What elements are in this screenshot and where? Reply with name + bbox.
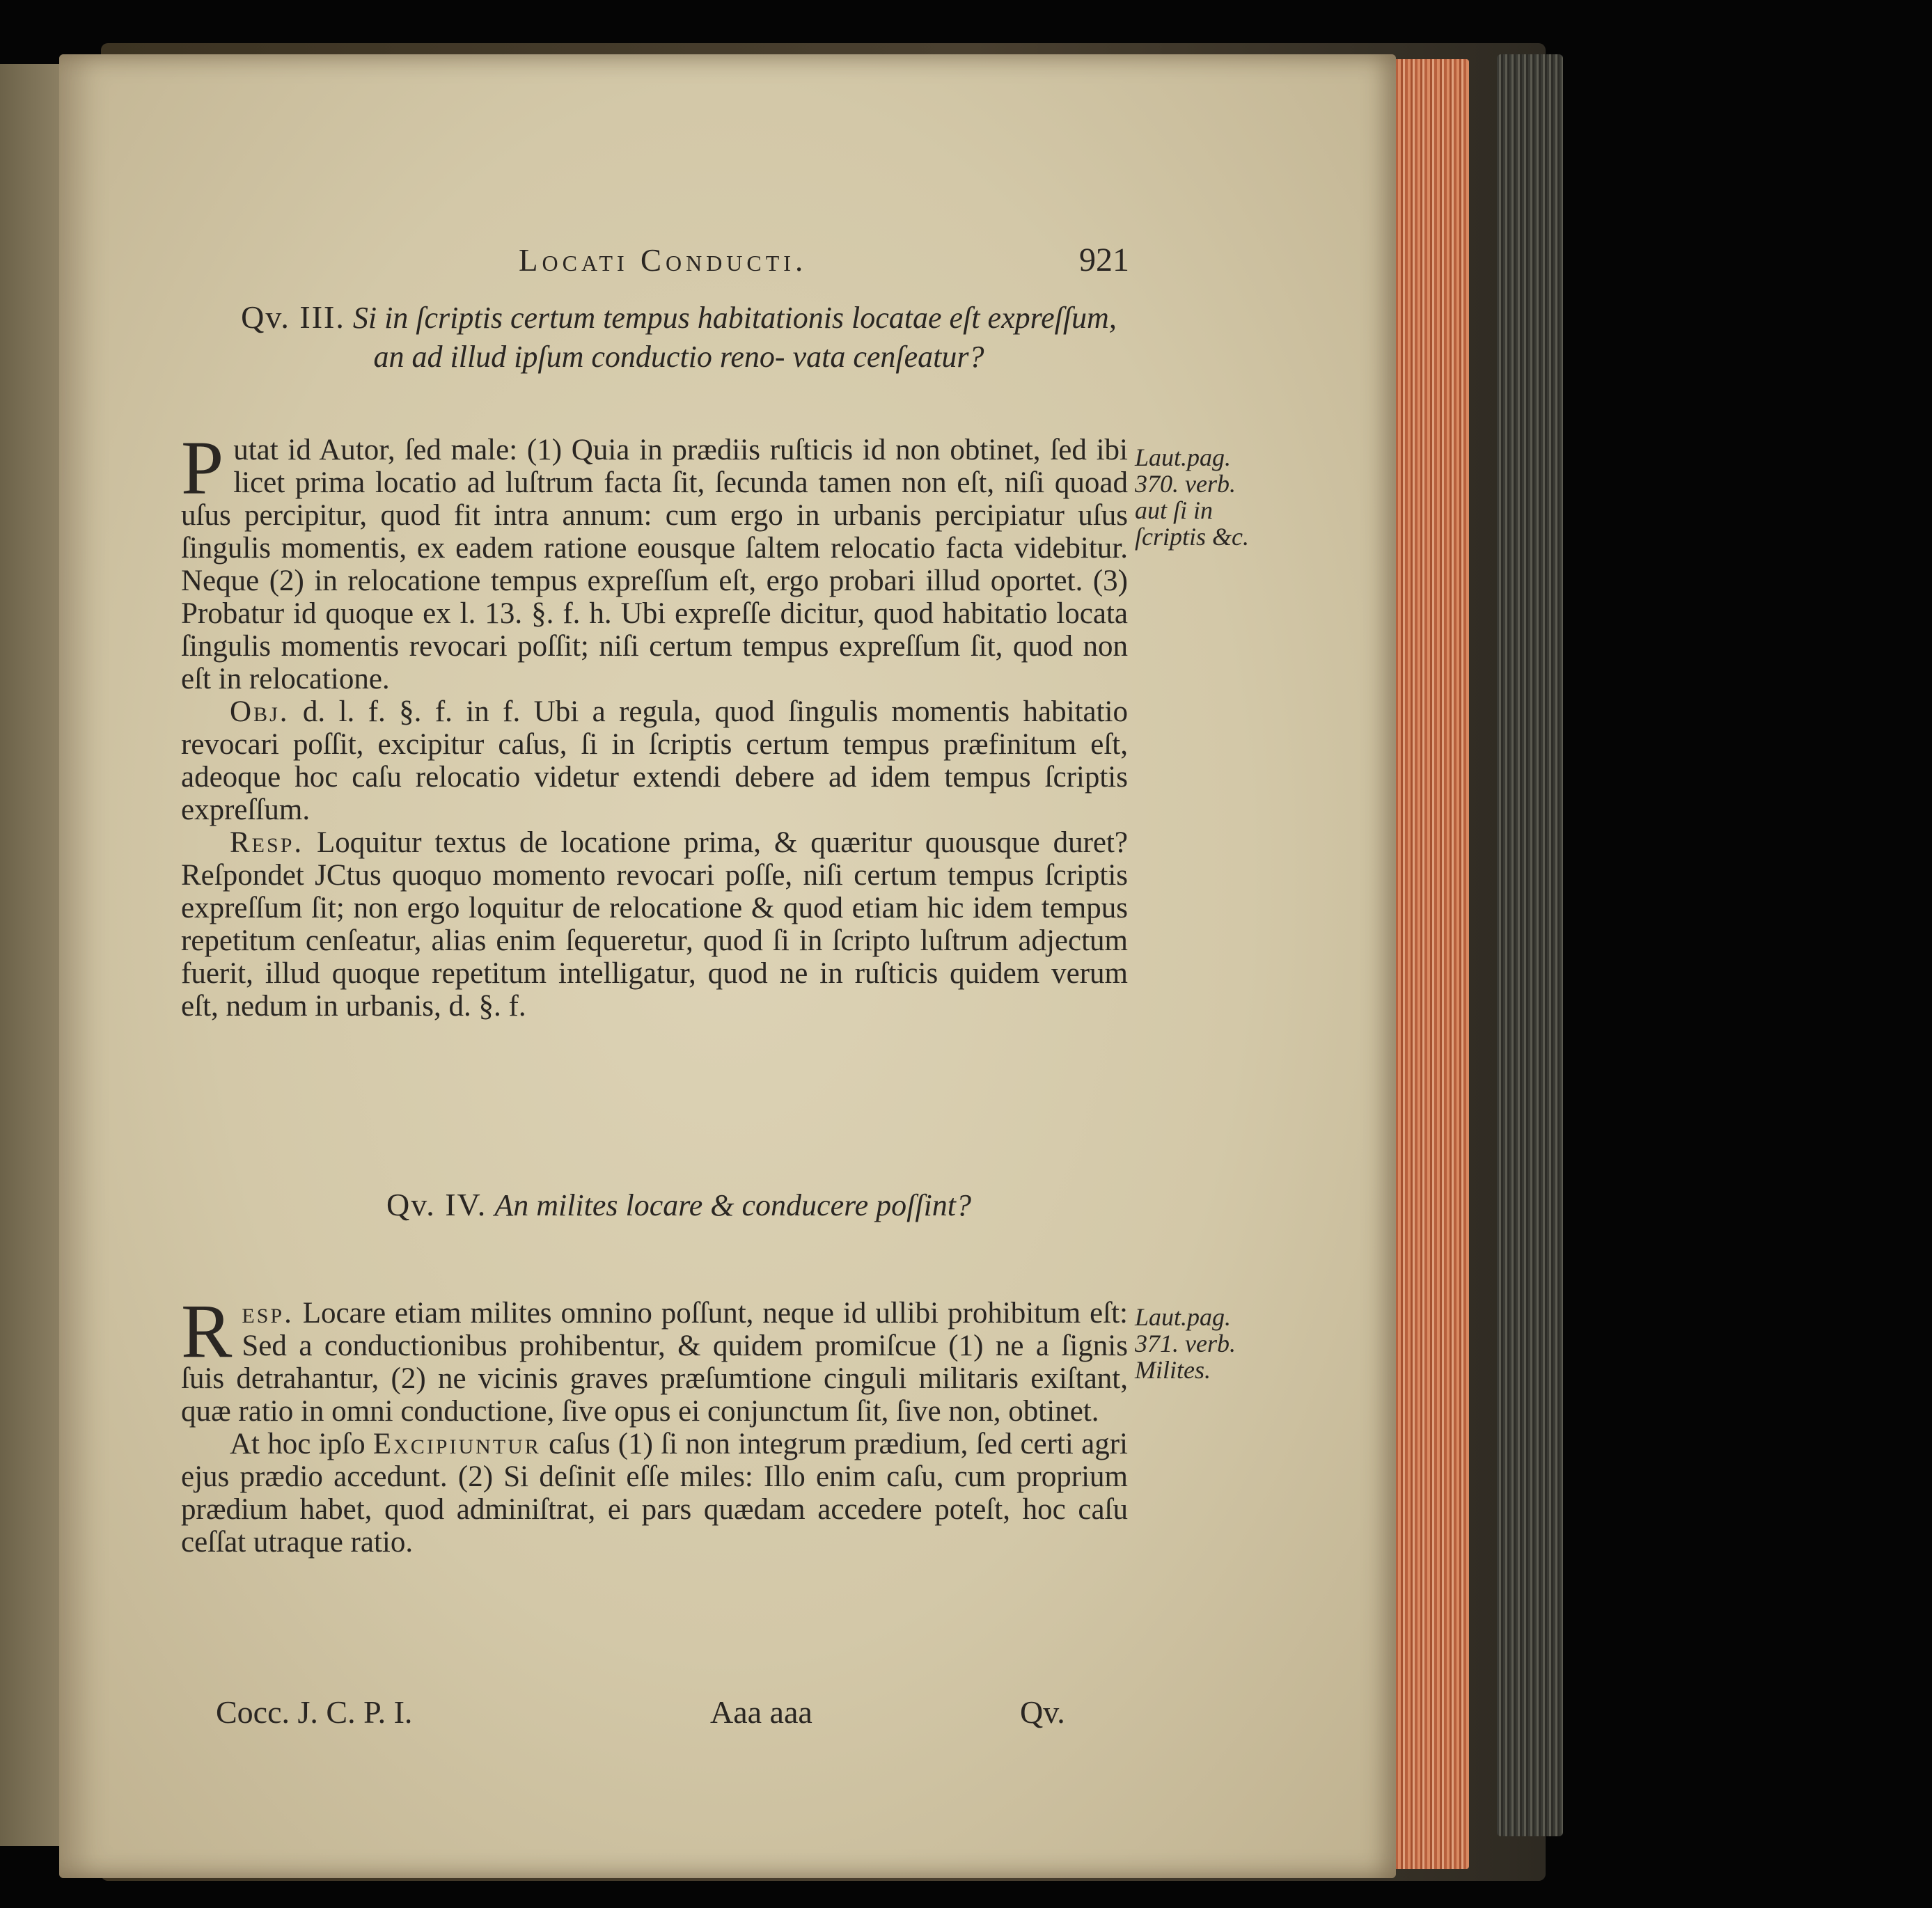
question-4-paragraph-2 <box>181 1428 1128 1559</box>
question-3-paragraph-1-text: utat id Autor, ſed male: (1) Quia in prædiis ruſticis id non obtinet, ſed ibi licet prima locatio ad luſtrum facta ſit, ſecunda tamen non eſt, niſi quoad uſus percipitur, quod fit intra annum: cum ergo in urbanis percipiatur uſus ſingulis momentis, ex eadem ratione eousque ſaltem relocatio facta videbitur. Neque (2) in relocatione tempus expreſſum eſt, ergo probari illud oportet. (3) Probatur id quoque ex l. 13. §. f. h. Ubi expreſſe dicitur, quod habitatio locata ſingulis momentis revocari poſſit; niſi certum tempus expreſſum ſit, quod non eſt in relocatione. <box>181 434 1128 695</box>
question-3-body <box>181 425 1129 1023</box>
book-page <box>59 54 1396 1878</box>
response-text: Loquitur textus de locatione prima, & quæritur quousque duret? Reſpondet JCtus quoquo momento revocari poſſe, niſi certum tempus ſcriptis expreſſum ſit; non ergo loquitur de relocatione & quod etiam hic idem tempus repetitum cenſeatur, alias enim ſequeretur, quod ſi in ſcripto luſtrum adjectum fuerit, illud quoque repetitum intelligatur, quod ne in ruſticis quidem verum eſt, nedum in urbanis, d. §. f. <box>181 826 1129 1023</box>
drop-cap-p: P <box>181 425 224 510</box>
objection-paragraph <box>181 695 1128 826</box>
response-label: Resp. <box>230 826 304 859</box>
catchword: Qv. <box>1020 1694 1065 1730</box>
objection-text: d. l. f. §. f. in f. Ubi a regula, quod ſingulis momentis habitatio revocari poſſit, excipitur caſus, ſi in ſcriptis certum tempus præfinitum eſt, adeoque hoc caſu relocatio videtur extendi debere ad idem tempus ſcriptis expreſſum. <box>181 695 1128 826</box>
running-head: Locati Conducti. <box>519 243 808 278</box>
page-number: 921 <box>1079 242 1129 278</box>
question-3-heading <box>226 298 1131 377</box>
exception-label: Excipiuntur <box>372 1428 541 1460</box>
question-4-paragraph-2-lead: At hoc ipſo <box>230 1428 366 1460</box>
question-3-number: Qv. III. <box>241 299 345 335</box>
printer-signature: Cocc. J. C. P. I. <box>216 1694 413 1730</box>
margin-note-2: Laut.pag. 371. verb. Milites. <box>1135 1303 1236 1384</box>
page-fore-edges <box>1385 59 1469 1869</box>
response-paragraph <box>181 826 1128 1023</box>
question-4-heading <box>331 1185 1027 1225</box>
margin-note-1: Laut.pag. 370. verb. aut ſi in ſcriptis &c. <box>1135 443 1249 551</box>
question-4-paragraph-1-text: Locare etiam milites omnino poſſunt, neque id ullibi prohibitum eſt: Sed a conductionibus prohibentur, & quidem promiſcue (1) ne a ſignis ſuis detrahantur, (2) ne vicinis graves præſumtione cinguli militaris exiſtant, quæ ratio in omni conductione, ſive opus ei conjunctum ſit, ſive non, obtinet. <box>181 1297 1129 1428</box>
question-4-paragraph-1 <box>181 1288 1129 1428</box>
signature-mark: Aaa aaa <box>710 1694 812 1730</box>
question-4-paragraph-2-text: caſus (1) ſi non integrum prædium, ſed certi agri ejus prædio accedunt. (2) Si deſinit eſſe miles: Illo enim caſu, cum proprium prædium habet, quod adminiſtrat, ei pars quædam accedere poteſt, hoc caſu ceſſat utraque ratio. <box>181 1428 1129 1559</box>
book-spine-edge <box>1497 54 1563 1836</box>
question-3-title: Si in ſcriptis certum tempus habitationis locatae eſt expreſſum, an ad illud ipſum conductio reno- vata cenſeatur? <box>352 301 1117 374</box>
question-4-title: An milites locare & conducere poſſint? <box>494 1188 972 1222</box>
question-4-body <box>181 1288 1129 1559</box>
objection-label: Obj. <box>230 695 290 728</box>
facing-page-edge <box>0 64 59 1846</box>
response-label-q4: esp. <box>242 1297 294 1330</box>
question-4-number: Qv. IV. <box>386 1187 487 1222</box>
question-3-paragraph-1 <box>181 425 1128 695</box>
drop-cap-r: R <box>181 1288 233 1373</box>
